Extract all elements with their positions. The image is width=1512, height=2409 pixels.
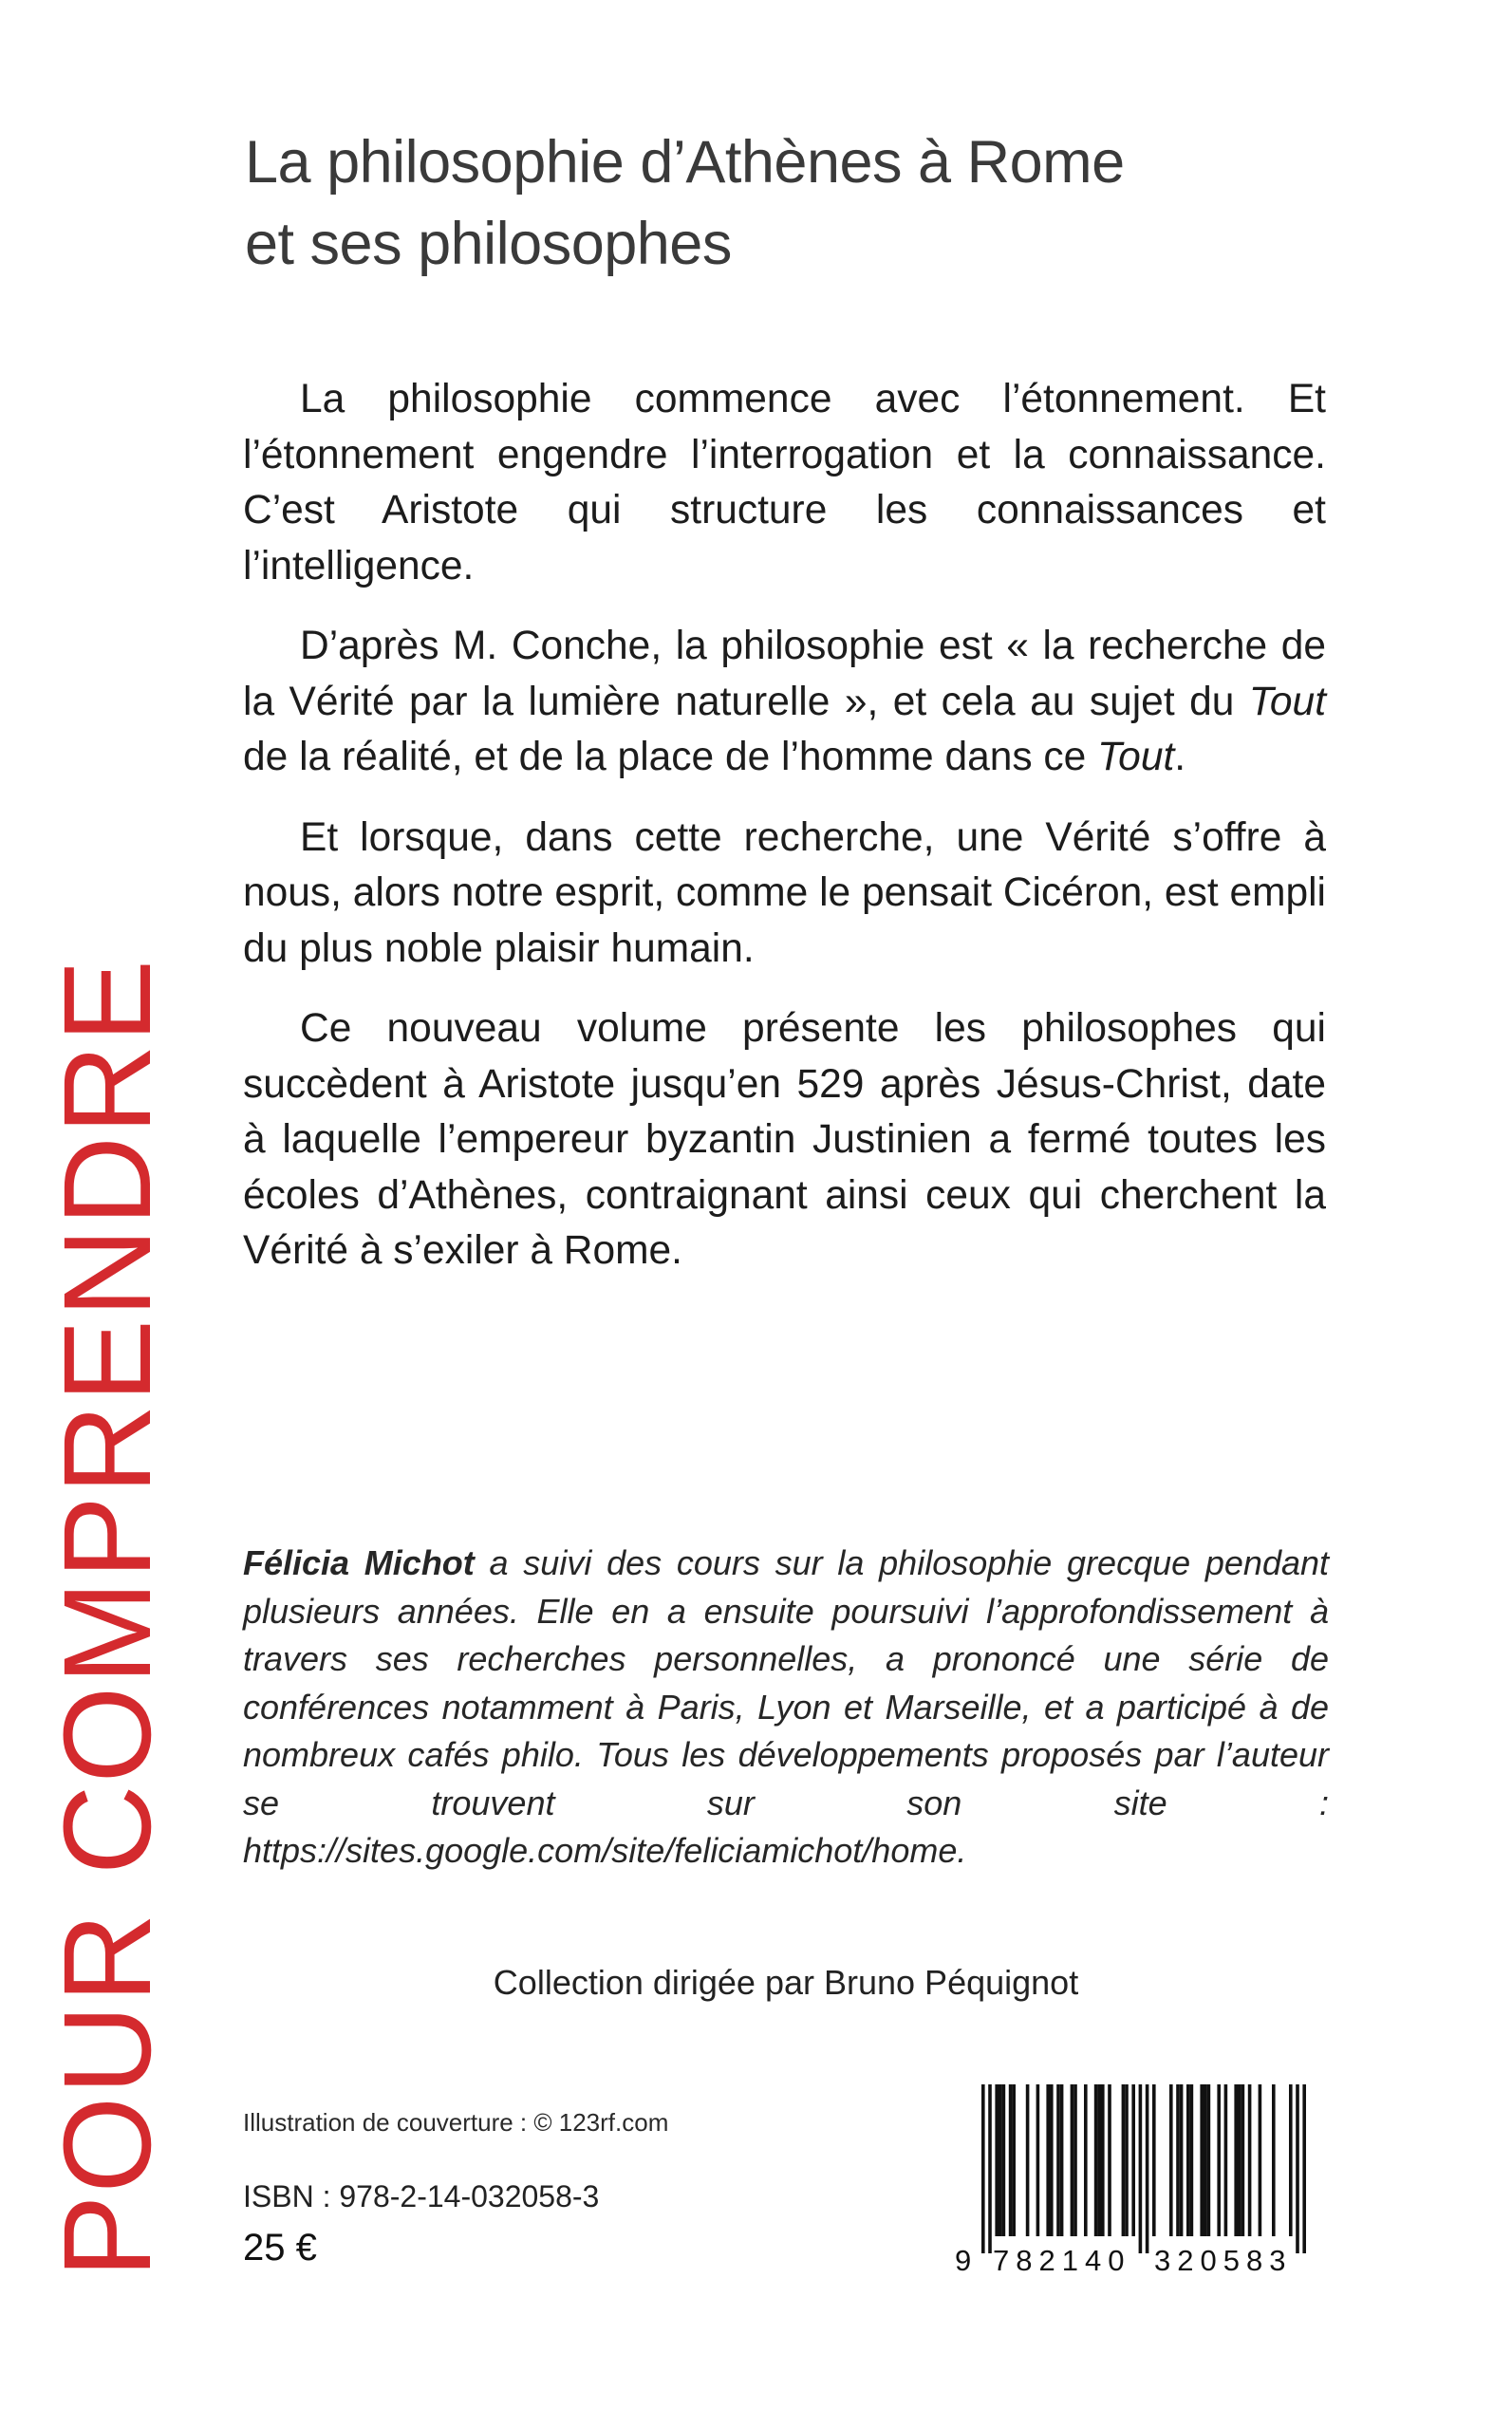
barcode-bar — [1071, 2084, 1074, 2236]
barcode-right-digits: 320583 — [1154, 2244, 1293, 2274]
barcode-bar — [1012, 2084, 1016, 2236]
barcode-bar — [1238, 2084, 1241, 2236]
blurb-paragraph-2-part-c: . — [1174, 735, 1186, 779]
blurb-paragraph-1: La philosophie commence avec l’étonnement. Et l’étonnement engendre l’interrogation et la connaissance. C’est Aristote qui structure les connaissances et l’intelligence. — [243, 377, 1326, 588]
barcode-guard-bar — [1139, 2084, 1143, 2253]
barcode-guard-bar — [1302, 2084, 1306, 2253]
barcode-bar — [1056, 2084, 1060, 2236]
barcode-bar — [1190, 2084, 1194, 2236]
blurb-paragraph-2-part-b: de la réalité, et de la place de l’homme dans ce — [243, 735, 1098, 779]
barcode-bar — [1050, 2084, 1054, 2236]
cover-title-line-1: La philosophie d’Athènes à Rome — [245, 129, 1125, 196]
barcode-bar — [1207, 2084, 1211, 2236]
blurb-paragraph-2 — [243, 619, 1326, 786]
barcode-bar — [1169, 2084, 1173, 2236]
barcode-bar — [1026, 2084, 1030, 2236]
price: 25 € — [243, 2227, 317, 2269]
barcode-bar — [1060, 2084, 1064, 2236]
barcode-bar — [1009, 2084, 1013, 2236]
barcode-bar — [1217, 2084, 1221, 2236]
series-label-vertical: POUR COMPRENDRE — [37, 957, 177, 2278]
barcode-bar — [1122, 2084, 1126, 2236]
barcode-bars — [981, 2084, 1306, 2253]
barcode-bar — [1101, 2084, 1105, 2236]
barcode-bar — [1094, 2084, 1098, 2236]
barcode-bar — [1152, 2084, 1156, 2236]
author-bio — [243, 1540, 1329, 1876]
barcode-lead-digit: 9 — [955, 2244, 972, 2274]
barcode-bar — [1204, 2084, 1207, 2236]
barcode-bar — [1259, 2084, 1262, 2236]
collection-director: Collection dirigée par Bruno Péquignot — [493, 1963, 1079, 2002]
barcode-bar — [1180, 2084, 1184, 2236]
barcode-left-digits: 782140 — [993, 2244, 1131, 2274]
barcode-bar — [1224, 2084, 1228, 2236]
barcode-bar — [1097, 2084, 1101, 2236]
barcode-bar — [1176, 2084, 1180, 2236]
tout-emphasis-1: Tout — [1248, 679, 1326, 724]
barcode-bar — [1073, 2084, 1077, 2236]
blurb-paragraph-2-part-a: D’après M. Conche, la philosophie est « la recherche de la Vérité par la lumière naturelle », et cela au sujet du — [243, 624, 1326, 724]
barcode-guard-bar — [1146, 2084, 1149, 2253]
author-name: Félicia Michot — [243, 1543, 475, 1582]
barcode-bar — [1241, 2084, 1245, 2236]
author-bio-text: a suivi des cours sur la philosophie grecque pendant plusieurs années. Elle en a ensuite poursuivi l’approfondissement à travers ses recherches personnelles, a prononcé une série de conférences notamment à Paris, Lyon et Marseille, et a participé à de nombreux cafés philo. Tous les développements proposés par l’auteur se trouvent sur son site : https://sites.google.com/site/feliciamichot/home. — [243, 1543, 1330, 1870]
barcode-bar — [999, 2084, 1002, 2236]
tout-emphasis-2: Tout — [1097, 735, 1175, 779]
barcode-bar — [1248, 2084, 1252, 2236]
barcode-bar — [1084, 2084, 1088, 2236]
barcode-bar — [1108, 2084, 1111, 2236]
barcode-bar — [1002, 2084, 1006, 2236]
blurb-paragraph-3: Et lorsque, dans cette recherche, une Vérité s’offre à nous, alors notre esprit, comme le pensait Cicéron, est empli du plus noble plaisir humain. — [243, 814, 1326, 971]
cover-title — [245, 121, 1384, 285]
barcode-bar — [1289, 2084, 1293, 2236]
barcode-guard-bar — [988, 2084, 992, 2253]
barcode-bar — [995, 2084, 999, 2236]
barcode-bar — [1234, 2084, 1238, 2236]
barcode-bar — [1200, 2084, 1204, 2236]
barcode-guard-bar — [981, 2084, 985, 2253]
blurb-paragraph-4: Ce nouveau volume présente les philosophes qui succèdent à Aristote jusqu’en 529 après Jésus-Christ, date à laquelle l’empereur byzantin Justinien a fermé toutes les écoles d’Athènes, contraignant ainsi ceux qui cherchent la Vérité à s’exiler à Rome. — [243, 1006, 1326, 1273]
illustration-credit: Illustration de couverture : © 123rf.com — [243, 2108, 669, 2137]
blurb — [243, 372, 1326, 1279]
isbn: ISBN : 978-2-14-032058-3 — [243, 2179, 600, 2213]
barcode-bar — [1046, 2084, 1050, 2236]
barcode-bar — [1272, 2084, 1276, 2236]
barcode-bar — [1125, 2084, 1129, 2236]
barcode-bar — [1186, 2084, 1190, 2236]
barcode-bar — [1036, 2084, 1040, 2236]
barcode-bar — [1131, 2084, 1135, 2236]
barcode-guard-bar — [1296, 2084, 1299, 2253]
isbn-barcode — [951, 2084, 1329, 2274]
cover-title-line-2: et ses philosophes — [245, 211, 732, 277]
